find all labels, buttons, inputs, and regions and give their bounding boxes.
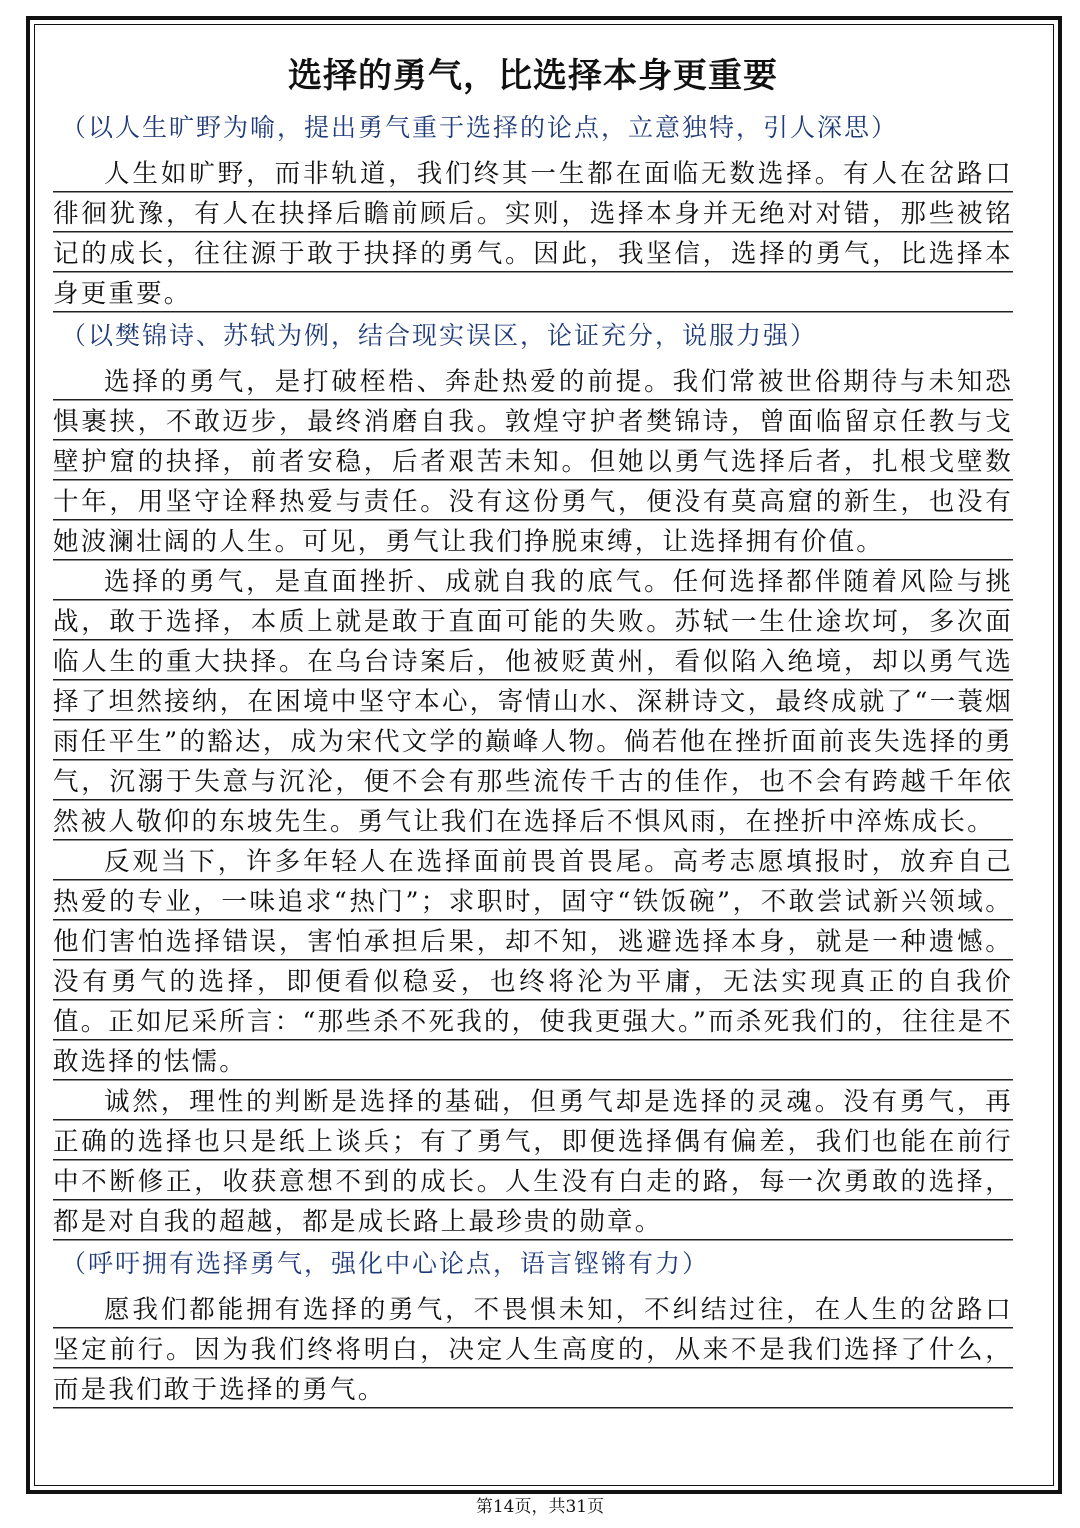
margin-comment: （以樊锦诗、苏轼为例，结合现实误区，论证充分，说服力强） [61, 321, 818, 350]
margin-comment: （呼吁拥有选择勇气，强化中心论点，语言铿锵有力） [61, 1249, 710, 1278]
page-number: 第14页，共31页 [475, 1497, 605, 1517]
section-conclusion [53, 1244, 1013, 1410]
essay [53, 52, 1013, 1410]
section-intro [53, 108, 1013, 314]
essay-title: 选择的勇气，比选择本身更重要 [288, 56, 778, 96]
paragraph-body-3: 反观当下，许多年轻人在选择面前畏首畏尾。高考志愿填报时，放弃自己热爱的专业，一味追求“热门”；求职时，固守“铁饭碗”，不敢尝试新兴领域。他们害怕选择错误，害怕承担后果，却不知，逃避选择本身，就是一种遗憾。没有勇气的选择，即便看似稳妥，也终将沦为平庸，无法实现真正的自我价值。正如尼采所言：“那些杀不死我的，使我更强大。”而杀死我们的，往往是不敢选择的怯懦。 [53, 842, 1013, 1082]
paragraph-body-1: 选择的勇气，是打破桎梏、奔赴热爱的前提。我们常被世俗期待与未知恐惧裹挟，不敢迈步，最终消磨自我。敦煌守护者樊锦诗，曾面临留京任教与戈壁护窟的抉择，前者安稳，后者艰苦未知。但她以勇气选择后者，扎根戈壁数十年，用坚守诠释热爱与责任。没有这份勇气，便没有莫高窟的新生，也没有她波澜壮阔的人生。可见，勇气让我们挣脱束缚，让选择拥有价值。 [53, 362, 1013, 562]
paragraph-body-4: 诚然，理性的判断是选择的基础，但勇气却是选择的灵魂。没有勇气，再正确的选择也只是纸上谈兵；有了勇气，即便选择偶有偏差，我们也能在前行中不断修正，收获意想不到的成长。人生没有白走的路，每一次勇敢的选择，都是对自我的超越，都是成长路上最珍贵的勋章。 [53, 1082, 1013, 1242]
margin-comment: （以人生旷野为喻，提出勇气重于选择的论点，立意独特，引人深思） [61, 113, 899, 142]
paragraph-body-2: 选择的勇气，是直面挫折、成就自我的底气。任何选择都伴随着风险与挑战，敢于选择，本质上就是敢于直面可能的失败。苏轼一生仕途坎坷，多次面临人生的重大抉择。在乌台诗案后，他被贬黄州，看似陷入绝境，却以勇气选择了坦然接纳，在困境中坚守本心，寄情山水、深耕诗文，最终成就了“一蓑烟雨任平生”的豁达，成为宋代文学的巅峰人物。倘若他在挫折面前丧失选择的勇气，沉溺于失意与沉沦，便不会有那些流传千古的佳作，也不会有跨越千年依然被人敬仰的东坡先生。勇气让我们在选择后不惧风雨，在挫折中淬炼成长。 [53, 562, 1013, 842]
section-body [53, 316, 1013, 1242]
paragraph-intro: 人生如旷野，而非轨道，我们终其一生都在面临无数选择。有人在岔路口徘徊犹豫，有人在抉择后瞻前顾后。实则，选择本身并无绝对对错，那些被铭记的成长，往往源于敢于抉择的勇气。因此，我坚信，选择的勇气，比选择本身更重要。 [53, 154, 1013, 314]
paragraph-conclusion: 愿我们都能拥有选择的勇气，不畏惧未知，不纠结过往，在人生的岔路口坚定前行。因为我们终将明白，决定人生高度的，从来不是我们选择了什么，而是我们敢于选择的勇气。 [53, 1290, 1013, 1410]
